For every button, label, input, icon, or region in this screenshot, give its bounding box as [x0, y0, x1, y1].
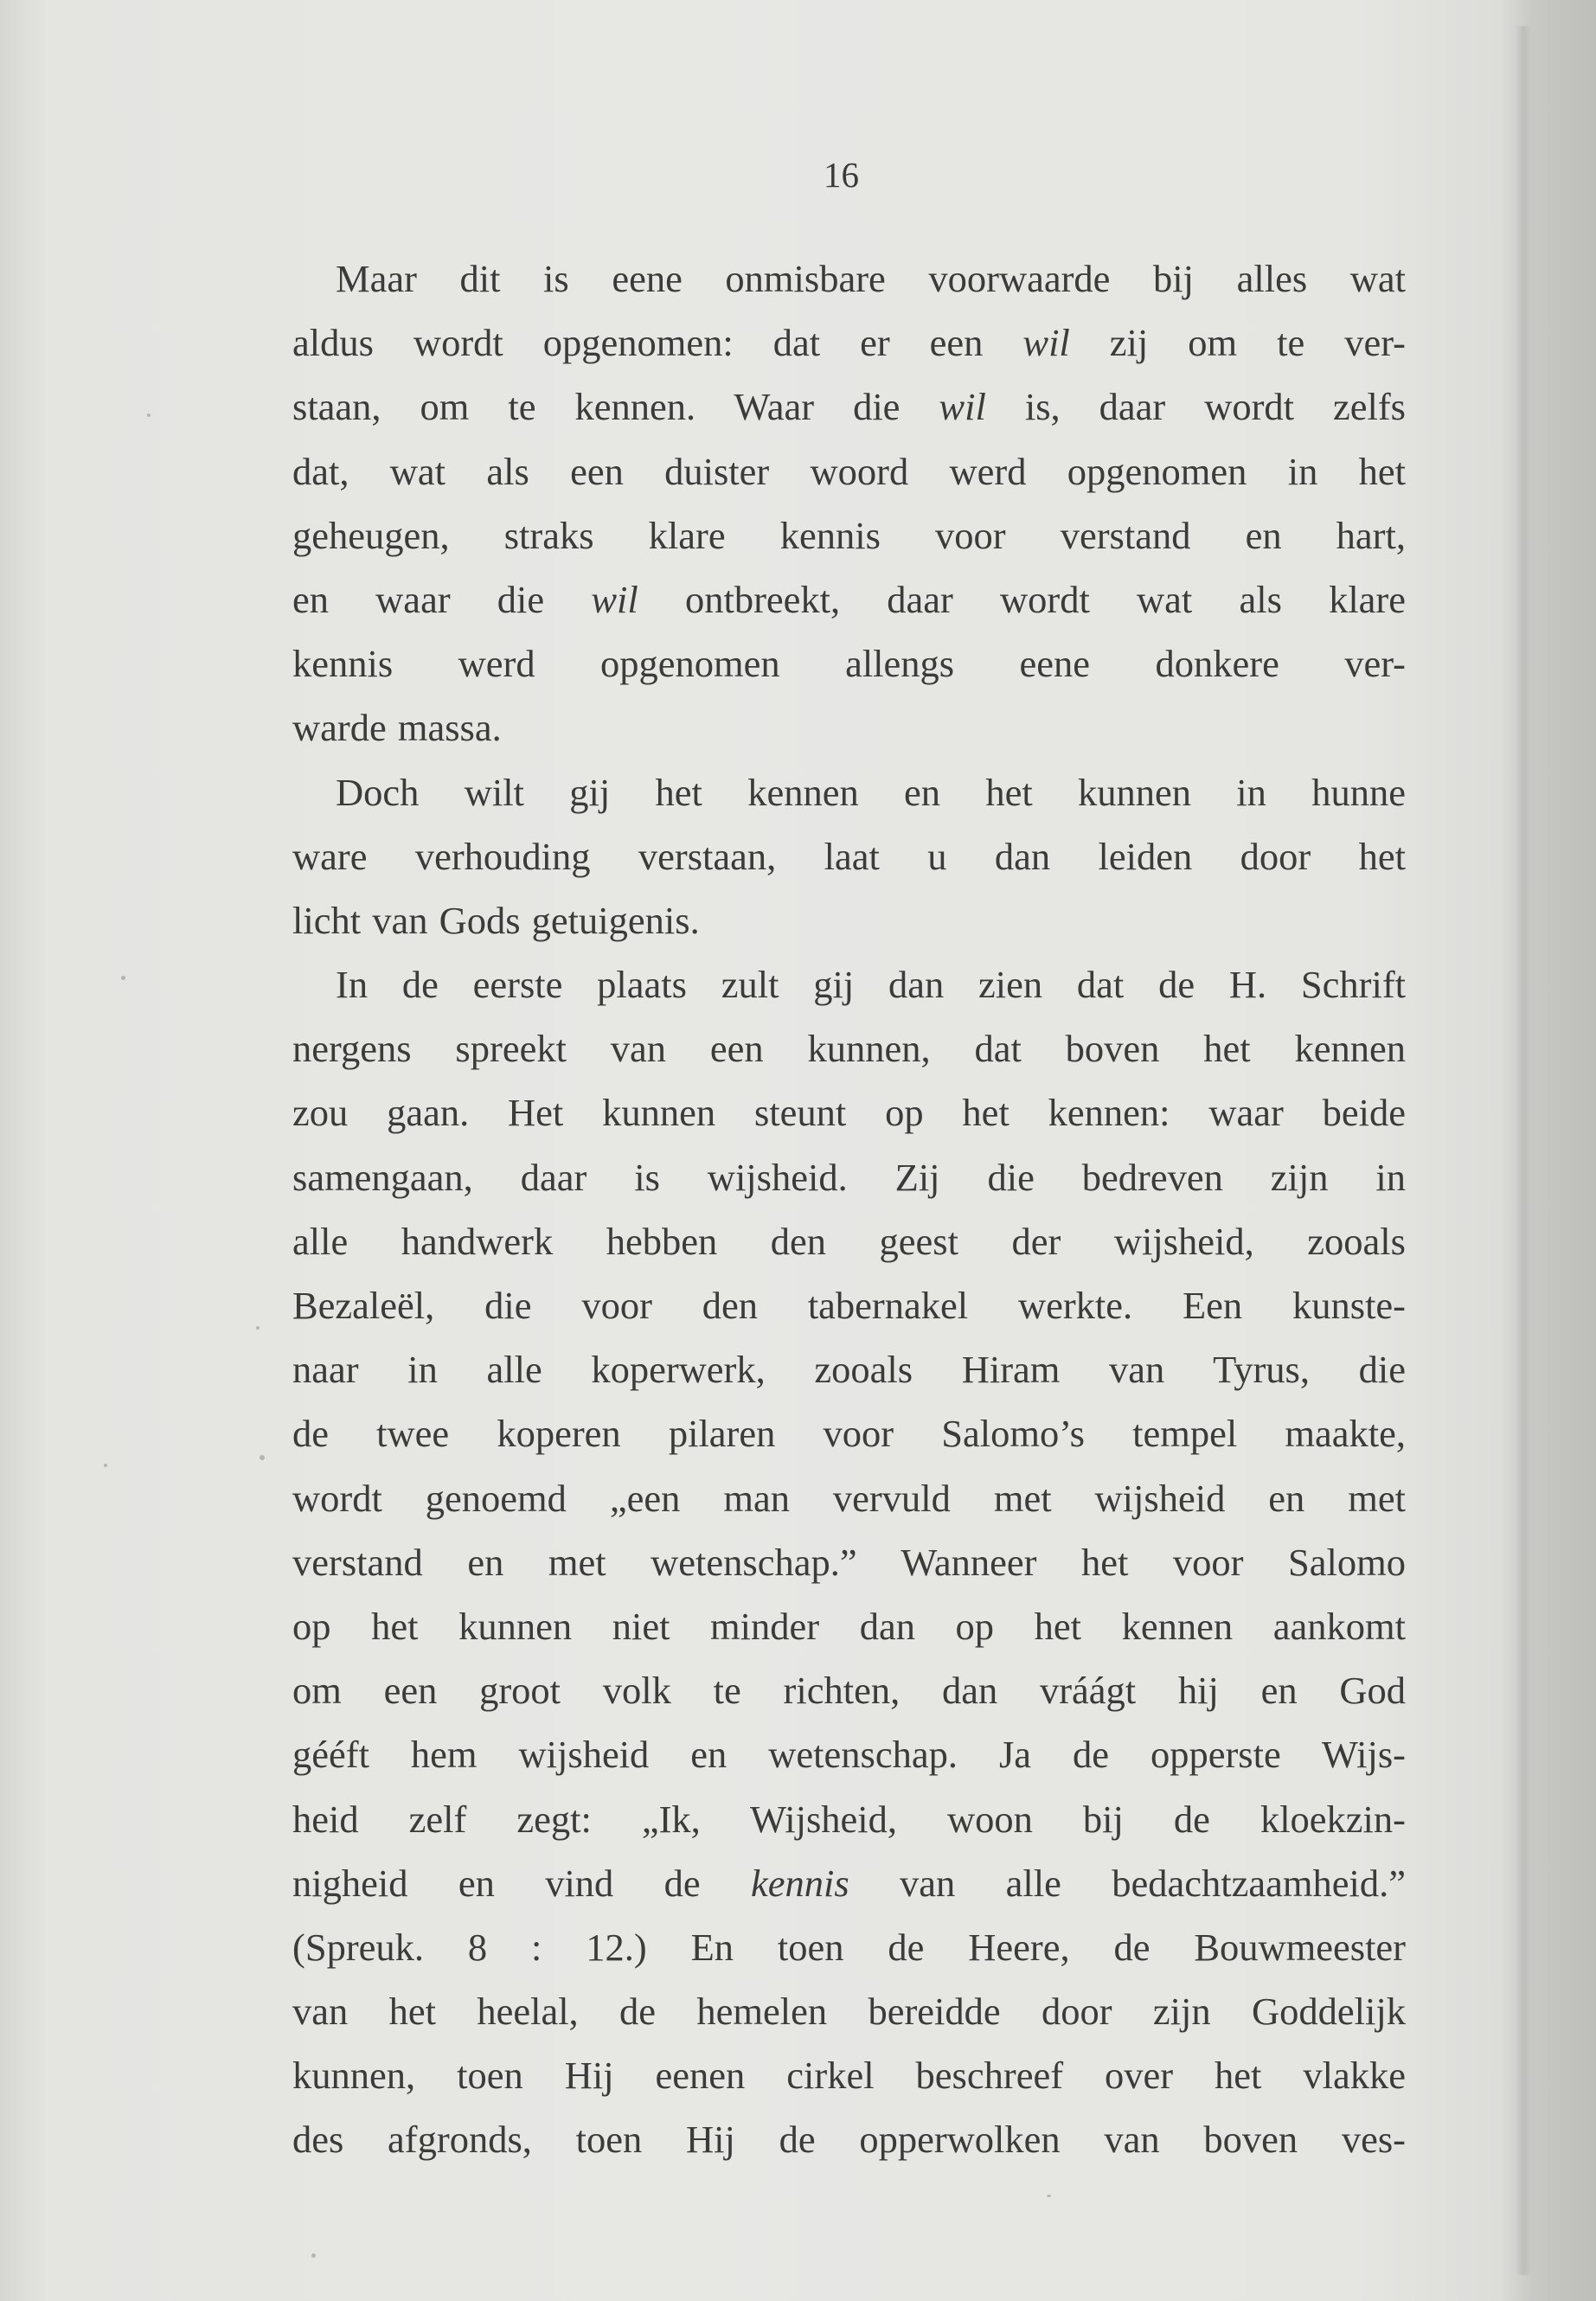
paper-speck — [256, 1326, 260, 1330]
italic-text-run: kennis — [751, 1861, 849, 1905]
text-line — [292, 824, 1406, 888]
paper-speck — [104, 1464, 107, 1467]
text-line — [292, 760, 1406, 824]
text-line — [292, 1915, 1406, 1979]
text-run: ware verhouding verstaan, laat u dan leiden door het — [292, 834, 1406, 878]
text-line — [292, 1722, 1406, 1786]
text-line — [292, 311, 1406, 375]
text-run: dat, wat als een duister woord werd opgenomen in het — [292, 449, 1406, 493]
text-run: gééft hem wijsheid en wetenschap. Ja de opperste Wijs- — [292, 1733, 1406, 1777]
text-line — [292, 1337, 1406, 1401]
page-number: 16 — [824, 155, 859, 195]
text-line — [292, 2107, 1406, 2171]
text-line — [292, 1145, 1406, 1209]
italic-text-run: wil — [591, 577, 638, 621]
text-run: zij om te ver- — [1069, 321, 1406, 365]
text-run: van alle bedachtzaamheid.” — [849, 1861, 1406, 1905]
paper-speck — [260, 1455, 265, 1460]
text-run: geheugen, straks klare kennis voor verstand en hart, — [292, 513, 1406, 557]
text-run: wordt genoemd „een man vervuld met wijsheid en met — [292, 1476, 1406, 1520]
text-run: verstand en met wetenschap.” Wanneer het voor Salomo — [292, 1540, 1406, 1584]
text-run: heid zelf zegt: „Ik, Wijsheid, woon bij de kloekzin- — [292, 1797, 1406, 1841]
text-line — [292, 695, 1406, 760]
paper-speck — [121, 976, 125, 980]
text-run: de twee koperen pilaren voor Salomo’s tempel maakte, — [292, 1412, 1406, 1456]
paper-speck — [1047, 2195, 1051, 2197]
text-line — [292, 503, 1406, 567]
text-line — [292, 1016, 1406, 1080]
paper-speck — [147, 413, 151, 417]
text-run: alle handwerk hebben den geest der wijsheid, zooals — [292, 1219, 1406, 1263]
italic-text-run: wil — [939, 385, 986, 429]
text-line — [292, 888, 1406, 952]
text-run: kennis werd opgenomen allengs eene donkere ver- — [292, 642, 1406, 686]
text-line — [292, 1658, 1406, 1722]
page-edge-shadow — [1516, 26, 1531, 2275]
text-run: (Spreuk. 8 : 12.) En toen de Heere, de Bouwmeester — [292, 1925, 1406, 1969]
text-run: op het kunnen niet minder dan op het kennen aankomt — [292, 1604, 1406, 1648]
text-run: is, daar wordt zelfs — [985, 385, 1406, 429]
text-run: staan, om te kennen. Waar die — [292, 385, 939, 429]
text-run: van het heelal, de hemelen bereidde door zijn Goddelijk — [292, 1990, 1406, 2034]
text-run: naar in alle koperwerk, zooals Hiram van Tyrus, die — [292, 1348, 1406, 1392]
text-line — [292, 1080, 1406, 1144]
text-line — [292, 631, 1406, 695]
italic-text-run: wil — [1022, 321, 1070, 365]
text-run: Bezaleël, die voor den tabernakel werkte. Een kunste- — [292, 1284, 1406, 1327]
text-line — [292, 1851, 1406, 1915]
text-run: nergens spreekt van een kunnen, dat boven het kennen — [292, 1027, 1406, 1071]
text-line — [292, 1401, 1406, 1465]
text-line — [292, 1979, 1406, 2043]
text-run: nigheid en vind de — [292, 1861, 752, 1905]
text-line — [292, 1209, 1406, 1273]
text-line — [292, 1273, 1406, 1337]
text-line — [292, 439, 1406, 503]
text-run: des afgronds, toen Hij de opperwolken van boven ves- — [292, 2118, 1406, 2162]
text-line — [292, 567, 1406, 631]
body-text — [292, 247, 1406, 2172]
text-line — [292, 1530, 1406, 1594]
text-line — [292, 375, 1406, 439]
text-line — [292, 952, 1406, 1016]
text-run: zou gaan. Het kunnen steunt op het kennen: waar beide — [292, 1091, 1406, 1135]
text-line — [292, 247, 1406, 311]
text-run: aldus wordt opgenomen: dat er een — [292, 321, 1023, 365]
text-line — [292, 1466, 1406, 1530]
text-line — [292, 1594, 1406, 1658]
text-run: Maar dit is eene onmisbare voorwaarde bij alles wat — [336, 257, 1406, 300]
text-run: ontbreekt, daar wordt wat als klare — [638, 577, 1407, 621]
text-run: warde massa. — [292, 706, 502, 750]
text-run: om een groot volk te richten, dan vráágt hij en God — [292, 1669, 1406, 1713]
text-run: licht van Gods getuigenis. — [292, 898, 700, 942]
text-line — [292, 2043, 1406, 2107]
text-run: In de eerste plaats zult gij dan zien dat de H. Schrift — [336, 963, 1406, 1007]
text-run: en waar die — [292, 577, 592, 621]
text-run: samengaan, daar is wijsheid. Zij die bedreven zijn in — [292, 1155, 1406, 1199]
text-run: Doch wilt gij het kennen en het kunnen in hunne — [336, 770, 1406, 814]
text-run: kunnen, toen Hij eenen cirkel beschreef over het vlakke — [292, 2054, 1406, 2098]
text-line — [292, 1787, 1406, 1851]
paper-speck — [311, 2253, 316, 2258]
